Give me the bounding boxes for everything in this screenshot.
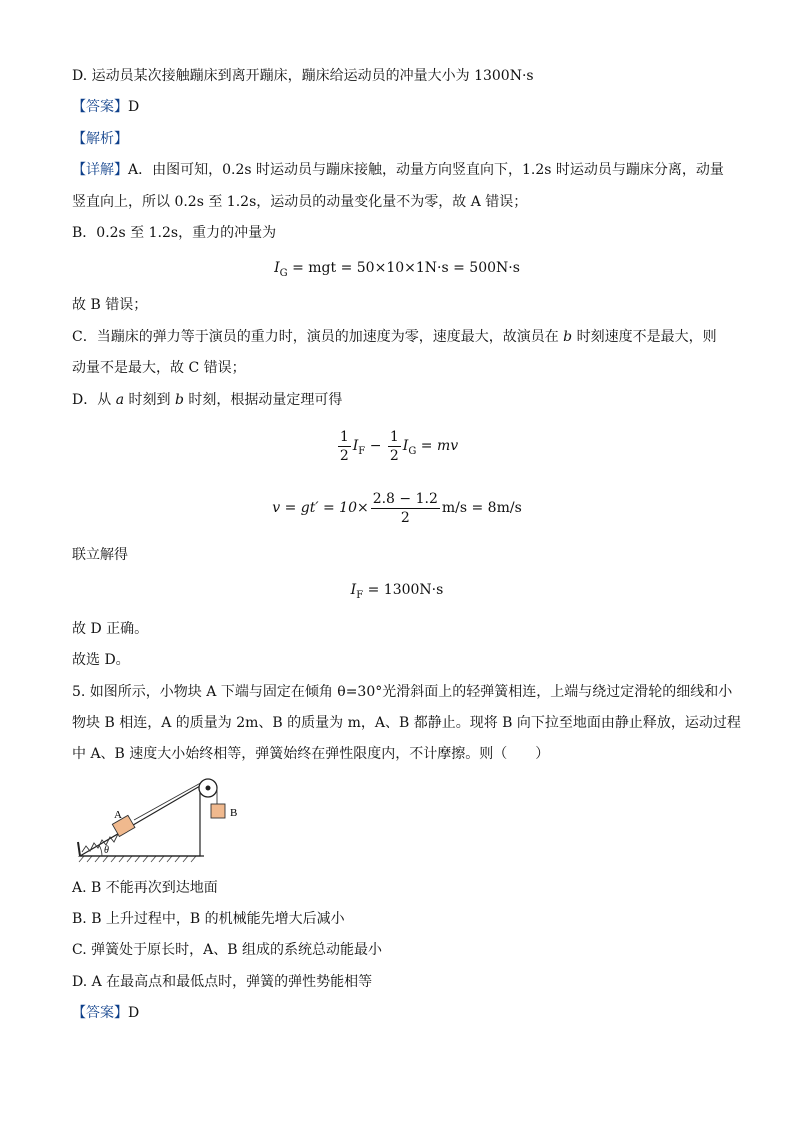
- detail-d-var-b: b: [174, 392, 184, 408]
- equation-ig-rhs: = mgt = 50×10×1N·s = 500N·s: [292, 260, 520, 276]
- detail-a-line-1: [72, 160, 724, 180]
- angle-arc: [99, 845, 102, 856]
- q5-answer: [72, 1003, 139, 1023]
- answer-tag: 【答案】: [72, 99, 128, 115]
- subscript-f: F: [356, 590, 364, 601]
- equation-v-left: v = gt′ = 10×: [272, 500, 369, 516]
- detail-c-text-a: C．当蹦床的弹力等于演员的重力时，演员的加速度为零，速度最大，故演员在: [72, 329, 559, 345]
- equation-impulse-gravity: [0, 258, 794, 284]
- q5-option-c: C. 弹簧处于原长时，A、B 组成的系统总动能最小: [72, 942, 382, 958]
- symbol-i: I: [402, 438, 409, 454]
- equation-v-right: m/s = 8m/s: [441, 500, 522, 516]
- answer-tag: 【答案】: [72, 1005, 128, 1021]
- subscript-g: G: [279, 268, 288, 279]
- conclusion-line: 故 D 正确。: [72, 621, 149, 637]
- fraction-num: 1: [389, 428, 399, 445]
- q5-option-b: B. B 上升过程中，B 的机械能先增大后减小: [72, 911, 345, 927]
- label-theta: θ: [104, 845, 109, 856]
- detail-d-text-e: 时刻，根据动量定理可得: [188, 392, 343, 408]
- pulley-axle: [206, 786, 211, 791]
- string-incline: [134, 780, 206, 820]
- symbol-i: I: [274, 260, 280, 276]
- q4-option-d: D. 运动员某次接触蹦床到离开蹦床，蹦床给运动员的冲量大小为 1300N·s: [72, 68, 534, 84]
- detail-c-var-b: b: [563, 329, 573, 345]
- wall-stop: [78, 842, 80, 856]
- symbol-i: I: [350, 582, 357, 598]
- incline-pulley-figure: [72, 772, 272, 864]
- analysis-tag: 【解析】: [72, 131, 128, 147]
- answer-value: D: [128, 1005, 140, 1021]
- choice-line: 故选 D。: [72, 652, 130, 668]
- incline: [80, 786, 200, 856]
- subscript-f: F: [358, 446, 366, 457]
- solve-line: 联立解得: [72, 547, 128, 563]
- q5-stem-line-2: 物块 B 相连，A 的质量为 2m、B 的质量为 m，A、B 都静止。现将 B 向下拉至地面由静止释放，运动过程: [72, 715, 741, 731]
- fraction-den: 2: [339, 447, 349, 464]
- fraction-half-2: [388, 428, 401, 465]
- fraction-num: 2.8 − 1.2: [372, 490, 438, 507]
- detail-a-text-1: A．由图可知，0.2s 时运动员与蹦床接触，动量方向竖直向下，1.2s 时运动员与蹦床分离，动量: [128, 162, 724, 178]
- fraction-half-1: [338, 428, 351, 465]
- block-b: [211, 804, 225, 818]
- fraction-num: 1: [339, 428, 349, 445]
- q5-stem-line-3: 中 A、B 速度大小始终相等，弹簧始终在弹性限度内，不计摩擦。则（ ）: [72, 746, 550, 762]
- detail-d-var-a: a: [115, 392, 125, 408]
- label-a: A: [114, 809, 122, 821]
- equation-momentum-theorem: [0, 426, 794, 472]
- fraction-velocity: [371, 490, 440, 527]
- equation-if-rhs: = 1300N·s: [367, 582, 444, 598]
- q4-answer: [72, 97, 139, 117]
- detail-d-text-c: 时刻到: [128, 392, 171, 408]
- q5-option-d: D. A 在最高点和最低点时，弹簧的弹性势能相等: [72, 974, 373, 990]
- equation-impulse-spring: [0, 580, 794, 606]
- subscript-g: G: [408, 446, 417, 457]
- fraction-den: 2: [400, 509, 410, 526]
- answer-value: D: [128, 99, 140, 115]
- equation-velocity: [0, 488, 794, 528]
- detail-b-line-1: B．0.2s 至 1.2s，重力的冲量为: [72, 225, 277, 241]
- detail-tag: 【详解】: [72, 162, 128, 178]
- fraction-den: 2: [389, 447, 399, 464]
- equation-mv: = mv: [420, 438, 459, 454]
- detail-c-line-1: [72, 327, 717, 347]
- detail-c-text-c: 时刻速度不是最大，则: [576, 329, 717, 345]
- minus-sign: −: [369, 438, 382, 454]
- detail-d-text-a: D．从: [72, 392, 112, 408]
- label-b: B: [230, 807, 238, 819]
- ground-hatch: [79, 856, 196, 862]
- q5-stem-line-1: 5. 如图所示，小物块 A 下端与固定在倾角 θ=30°光滑斜面上的轻弹簧相连，上端与绕过定滑轮的细线和小: [72, 684, 733, 700]
- detail-b-line-2: 故 B 错误；: [72, 297, 148, 313]
- q5-option-a: A. B 不能再次到达地面: [72, 880, 218, 896]
- detail-a-line-2: 竖直向上，所以 0.2s 至 1.2s，运动员的动量变化量不为零，故 A 错误；: [72, 194, 528, 210]
- detail-d-line: [72, 390, 342, 410]
- symbol-i: I: [352, 438, 359, 454]
- detail-c-line-2: 动量不是最大，故 C 错误；: [72, 360, 246, 376]
